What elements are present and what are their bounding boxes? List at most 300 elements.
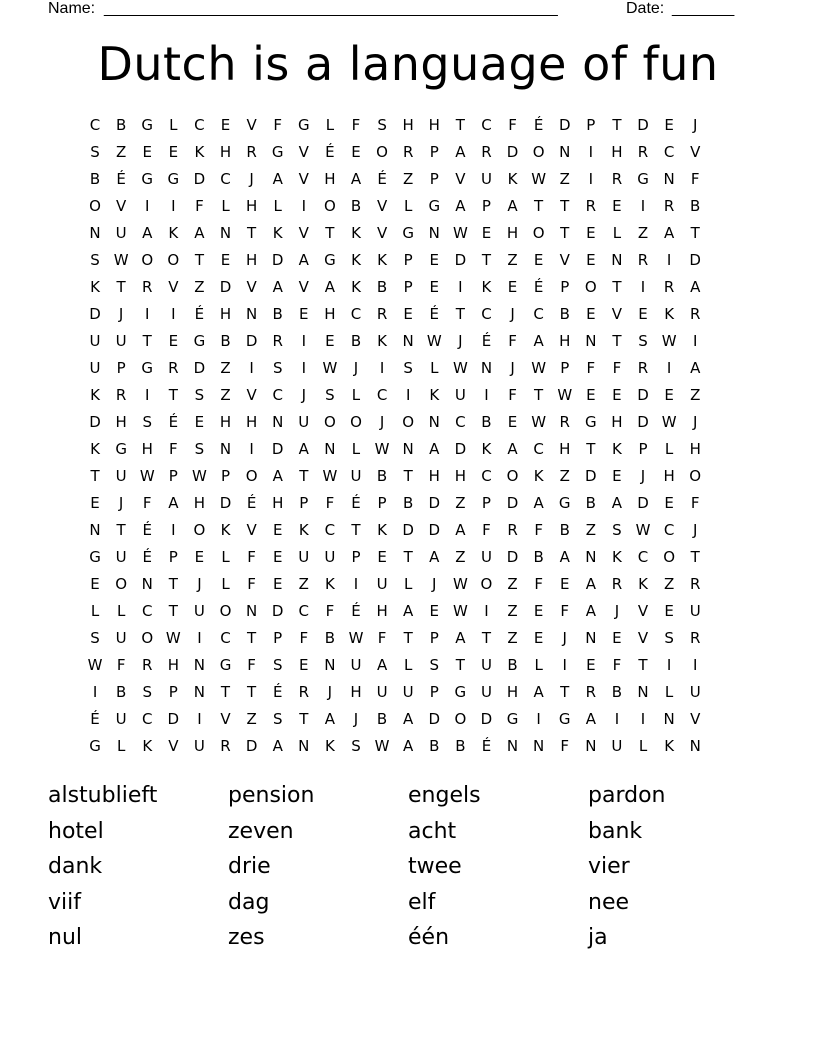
word-list-item: engels xyxy=(408,783,481,808)
grid-cell: P xyxy=(429,683,439,701)
grid-cell: W xyxy=(139,467,155,485)
grid-cell: É xyxy=(533,116,544,134)
word-list-item: dag xyxy=(228,889,270,915)
grid-cell: D xyxy=(271,602,284,620)
grid-cell: P xyxy=(403,251,413,269)
grid-cell: T xyxy=(403,629,413,647)
grid-row xyxy=(82,274,734,301)
grid-cell: G xyxy=(506,710,519,728)
grid-cell: É xyxy=(325,143,335,161)
grid-cell: E xyxy=(220,116,231,134)
grid-cell: V xyxy=(246,386,257,404)
grid-row xyxy=(82,652,734,679)
grid-cell: N xyxy=(585,332,597,350)
grid-cell: S xyxy=(90,629,100,647)
grid-cell: S xyxy=(272,710,283,728)
grid-cell: H xyxy=(219,413,232,431)
grid-cell: P xyxy=(481,494,491,512)
grid-cell: N xyxy=(219,224,232,242)
grid-cell: J xyxy=(353,359,359,377)
grid-cell: S xyxy=(272,359,283,377)
grid-cell: C xyxy=(533,440,544,458)
grid-cell: K xyxy=(612,548,622,566)
grid-cell: Z xyxy=(455,548,466,566)
grid-cell: B xyxy=(403,494,414,512)
grid-cell: N xyxy=(89,224,101,242)
grid-cell: A xyxy=(455,629,466,647)
grid-cell: V xyxy=(637,602,649,620)
grid-cell: O xyxy=(506,467,519,485)
grid-cell: V xyxy=(690,143,701,161)
grid-cell: É xyxy=(142,521,152,539)
grid-cell: H xyxy=(376,602,388,620)
grid-cell: R xyxy=(689,305,701,323)
grid-cell: É xyxy=(90,710,100,728)
grid-cell: E xyxy=(612,197,622,215)
grid-row xyxy=(82,490,734,517)
grid-cell: I xyxy=(197,710,202,728)
grid-cell: E xyxy=(90,575,100,593)
grid-cell: L xyxy=(169,116,178,134)
grid-cell: T xyxy=(481,629,492,647)
grid-cell: F xyxy=(169,440,178,458)
grid-cell: É xyxy=(351,602,361,620)
grid-cell: W xyxy=(374,737,390,755)
grid-cell: V xyxy=(116,197,127,215)
grid-cell: H xyxy=(611,413,623,431)
grid-cell: R xyxy=(272,332,283,350)
grid-cell: É xyxy=(194,305,205,323)
grid-cell: P xyxy=(560,359,570,377)
grid-cell: W xyxy=(557,386,573,404)
grid-cell: O xyxy=(141,629,154,647)
grid-cell: P xyxy=(560,278,570,296)
grid-cell: H xyxy=(115,413,127,431)
grid-cell: Z xyxy=(663,575,675,593)
grid-cell: V xyxy=(298,170,309,188)
grid-cell: J xyxy=(692,521,698,539)
grid-cell: L xyxy=(664,440,674,458)
name-label: Name: xyxy=(48,0,96,17)
grid-cell: O xyxy=(584,278,597,296)
grid-cell: S xyxy=(194,440,205,458)
grid-cell: A xyxy=(585,575,596,593)
grid-cell: R xyxy=(298,683,310,701)
grid-cell: E xyxy=(612,386,622,404)
grid-cell: U xyxy=(480,656,492,674)
grid-cell: C xyxy=(637,548,649,566)
date-line: _______ xyxy=(672,0,735,17)
grid-cell: H xyxy=(559,440,571,458)
grid-cell: W xyxy=(452,224,468,242)
grid-row xyxy=(82,517,734,544)
grid-row xyxy=(82,625,734,652)
grid-cell: H xyxy=(663,467,675,485)
grid-cell: D xyxy=(271,440,284,458)
grid-cell: L xyxy=(664,683,674,701)
grid-cell: N xyxy=(89,521,101,539)
grid-cell: A xyxy=(533,494,544,512)
grid-cell: Z xyxy=(246,710,257,728)
grid-cell: W xyxy=(635,521,651,539)
grid-cell: V xyxy=(220,710,231,728)
grid-cell: J xyxy=(327,683,333,701)
grid-cell: P xyxy=(429,629,439,647)
grid-cell: W xyxy=(661,332,677,350)
grid-cell: F xyxy=(612,656,622,674)
grid-cell: I xyxy=(145,305,150,323)
grid-cell: É xyxy=(481,332,492,350)
grid-cell: B xyxy=(429,737,440,755)
grid-cell: A xyxy=(585,602,596,620)
grid-cell: W xyxy=(531,413,547,431)
grid-cell: E xyxy=(559,575,570,593)
grid-cell: P xyxy=(116,359,126,377)
grid-cell: R xyxy=(585,197,597,215)
grid-cell: D xyxy=(219,278,232,296)
grid-cell: O xyxy=(141,251,154,269)
grid-cell: R xyxy=(376,305,388,323)
word-list-item: één xyxy=(408,925,450,950)
grid-cell: A xyxy=(611,494,623,512)
grid-cell: H xyxy=(611,143,623,161)
grid-cell: K xyxy=(220,521,231,539)
grid-cell: A xyxy=(533,683,544,701)
grid-cell: T xyxy=(534,386,544,404)
grid-cell: I xyxy=(536,710,541,728)
grid-cell: W xyxy=(374,440,390,458)
grid-cell: E xyxy=(272,575,283,593)
grid-cell: K xyxy=(351,224,361,242)
grid-cell: S xyxy=(142,683,152,701)
grid-cell: I xyxy=(301,197,307,215)
grid-cell: É xyxy=(351,494,361,512)
grid-cell: P xyxy=(638,440,648,458)
grid-cell: E xyxy=(507,413,518,431)
grid-cell: U xyxy=(193,737,205,755)
grid-cell: H xyxy=(506,224,519,242)
grid-cell: Z xyxy=(298,575,309,593)
grid-cell: U xyxy=(454,386,466,404)
grid-cell: L xyxy=(221,575,230,593)
grid-cell: U xyxy=(298,548,310,566)
grid-cell: U xyxy=(376,683,388,701)
grid-cell: L xyxy=(325,116,335,134)
grid-cell: N xyxy=(272,413,284,431)
grid-cell: H xyxy=(272,494,284,512)
grid-cell: D xyxy=(89,305,101,323)
grid-cell: N xyxy=(219,440,232,458)
grid-cell: Z xyxy=(220,359,231,377)
grid-cell: J xyxy=(510,305,515,323)
grid-cell: O xyxy=(323,413,336,431)
grid-cell: E xyxy=(90,494,100,512)
grid-cell: D xyxy=(506,548,519,566)
grid-cell: F xyxy=(690,494,700,512)
grid-cell: W xyxy=(452,359,468,377)
word-list-item: zeven xyxy=(228,818,294,844)
grid-row xyxy=(82,328,734,355)
grid-cell: A xyxy=(194,224,205,242)
grid-cell: F xyxy=(560,602,570,620)
puzzle-title: Dutch is a language of fun xyxy=(97,37,719,91)
grid-cell: P xyxy=(220,467,231,485)
grid-cell: Z xyxy=(507,629,518,647)
grid-row xyxy=(82,193,734,220)
word-list-item: pension xyxy=(228,783,315,808)
grid-cell: K xyxy=(533,467,544,485)
grid-cell: F xyxy=(247,656,256,674)
word-row xyxy=(48,922,768,958)
grid-cell: A xyxy=(559,548,570,566)
grid-cell: H xyxy=(559,332,571,350)
grid-cell: K xyxy=(90,386,100,404)
grid-cell: B xyxy=(376,278,388,296)
grid-row xyxy=(82,679,734,706)
grid-cell: F xyxy=(482,521,491,539)
grid-cell: D xyxy=(193,359,206,377)
grid-cell: E xyxy=(429,602,439,620)
grid-cell: I xyxy=(301,332,307,350)
grid-cell: E xyxy=(664,386,674,404)
grid-cell: D xyxy=(637,413,649,431)
grid-cell: N xyxy=(585,737,597,755)
grid-cell: D xyxy=(585,467,597,485)
grid-row xyxy=(82,571,734,598)
grid-cell: G xyxy=(585,413,597,431)
grid-cell: L xyxy=(351,440,361,458)
grid-cell: D xyxy=(637,494,649,512)
grid-cell: F xyxy=(534,575,543,593)
grid-row xyxy=(82,382,734,409)
grid-cell: G xyxy=(167,170,180,188)
grid-cell: Z xyxy=(116,143,127,161)
grid-cell: P xyxy=(168,467,178,485)
grid-cell: V xyxy=(298,224,309,242)
grid-cell: V xyxy=(168,278,179,296)
grid-cell: W xyxy=(87,656,103,674)
grid-cell: I xyxy=(171,521,176,539)
grid-cell: B xyxy=(507,656,518,674)
grid-cell: Z xyxy=(559,170,570,188)
grid-cell: W xyxy=(426,332,442,350)
grid-cell: S xyxy=(90,143,100,161)
grid-cell: U xyxy=(611,737,623,755)
grid-cell: O xyxy=(167,251,180,269)
grid-cell: E xyxy=(194,413,205,431)
grid-cell: E xyxy=(533,251,544,269)
grid-cell: B xyxy=(376,467,388,485)
grid-cell: E xyxy=(168,332,179,350)
grid-cell: O xyxy=(689,467,702,485)
grid-cell: P xyxy=(168,683,178,701)
grid-cell: R xyxy=(637,251,649,269)
grid-cell: É xyxy=(533,278,544,296)
grid-cell: R xyxy=(585,683,597,701)
grid-cell: P xyxy=(351,548,361,566)
grid-cell: U xyxy=(350,467,362,485)
grid-cell: C xyxy=(141,602,153,620)
grid-cell: J xyxy=(197,575,202,593)
grid-row xyxy=(82,733,734,760)
grid-cell: R xyxy=(220,737,231,755)
grid-cell: U xyxy=(115,629,127,647)
grid-cell: T xyxy=(455,116,465,134)
grid-cell: É xyxy=(168,413,179,431)
grid-cell: W xyxy=(452,602,468,620)
word-list-item: viif xyxy=(48,889,81,915)
grid-cell: I xyxy=(458,278,463,296)
grid-cell: O xyxy=(115,575,128,593)
grid-cell: N xyxy=(193,656,206,674)
grid-cell: J xyxy=(249,170,254,188)
grid-cell: K xyxy=(298,521,309,539)
grid-cell: W xyxy=(165,629,181,647)
grid-cell: Z xyxy=(194,278,205,296)
grid-cell: T xyxy=(455,305,465,323)
grid-cell: D xyxy=(193,170,206,188)
grid-cell: K xyxy=(664,737,675,755)
grid-cell: U xyxy=(376,575,388,593)
grid-cell: E xyxy=(194,548,205,566)
grid-cell: F xyxy=(508,332,517,350)
grid-cell: L xyxy=(638,737,648,755)
grid-row xyxy=(82,409,734,436)
name-line: ___________________________________________________ xyxy=(104,0,558,17)
grid-cell: W xyxy=(322,467,338,485)
grid-cell: U xyxy=(480,683,492,701)
grid-cell: F xyxy=(351,116,361,134)
grid-cell: G xyxy=(402,224,414,242)
grid-cell: A xyxy=(168,494,179,512)
grid-cell: C xyxy=(663,143,675,161)
grid-cell: I xyxy=(484,602,489,620)
grid-row xyxy=(82,139,734,166)
grid-cell: I xyxy=(562,656,567,674)
grid-cell: U xyxy=(115,467,127,485)
grid-cell: O xyxy=(89,197,101,215)
grid-cell: E xyxy=(533,602,544,620)
grid-cell: A xyxy=(507,440,518,458)
grid-cell: L xyxy=(90,602,100,620)
grid-cell: E xyxy=(299,656,309,674)
grid-cell: D xyxy=(454,440,467,458)
grid-cell: I xyxy=(249,440,254,458)
grid-cell: V xyxy=(637,629,649,647)
grid-cell: O xyxy=(532,224,545,242)
grid-cell: F xyxy=(534,521,543,539)
grid-cell: K xyxy=(481,278,492,296)
grid-cell: J xyxy=(614,602,620,620)
grid-cell: G xyxy=(454,683,467,701)
grid-cell: D xyxy=(219,494,232,512)
grid-cell: H xyxy=(219,143,232,161)
grid-cell: T xyxy=(299,710,309,728)
grid-cell: B xyxy=(324,629,336,647)
grid-cell: I xyxy=(301,359,307,377)
grid-cell: L xyxy=(116,737,126,755)
grid-cell: E xyxy=(325,332,335,350)
grid-cell: L xyxy=(534,656,543,674)
word-list-item: drie xyxy=(228,854,271,879)
grid-cell: É xyxy=(246,494,257,512)
grid-cell: N xyxy=(585,629,597,647)
grid-cell: K xyxy=(664,305,675,323)
grid-cell: T xyxy=(168,386,178,404)
grid-cell: U xyxy=(689,602,701,620)
grid-cell: O xyxy=(663,548,676,566)
grid-cell: E xyxy=(533,629,544,647)
grid-cell: W xyxy=(348,629,364,647)
grid-cell: T xyxy=(534,197,544,215)
word-list-item: dank xyxy=(48,854,103,879)
grid-cell: I xyxy=(405,386,411,404)
grid-cell: T xyxy=(116,521,126,539)
word-row xyxy=(48,780,768,816)
grid-cell: G xyxy=(219,656,232,674)
grid-cell: C xyxy=(455,413,466,431)
grid-cell: É xyxy=(116,170,126,188)
grid-cell: L xyxy=(221,197,230,215)
grid-cell: K xyxy=(377,332,387,350)
grid-cell: K xyxy=(90,440,100,458)
grid-cell: G xyxy=(271,143,284,161)
grid-cell: U xyxy=(480,548,492,566)
word-list xyxy=(48,780,768,958)
grid-cell: A xyxy=(142,224,153,242)
grid-cell: U xyxy=(115,224,127,242)
grid-cell: U xyxy=(298,413,310,431)
grid-cell: Z xyxy=(690,386,701,404)
grid-cell: I xyxy=(614,710,620,728)
grid-cell: L xyxy=(430,359,439,377)
word-list-item: vier xyxy=(588,854,630,879)
grid-cell: G xyxy=(428,197,441,215)
grid-cell: W xyxy=(113,251,129,269)
grid-cell: D xyxy=(428,521,441,539)
grid-cell: K xyxy=(142,737,153,755)
grid-cell: E xyxy=(612,629,622,647)
grid-cell: L xyxy=(221,548,230,566)
grid-cell: E xyxy=(638,305,648,323)
grid-cell: T xyxy=(612,116,622,134)
grid-cell: V xyxy=(455,170,466,188)
grid-cell: I xyxy=(249,359,254,377)
grid-cell: A xyxy=(272,170,283,188)
grid-cell: C xyxy=(220,170,231,188)
grid-cell: W xyxy=(531,170,547,188)
grid-cell: F xyxy=(142,494,152,512)
grid-cell: C xyxy=(533,305,544,323)
grid-cell: I xyxy=(692,332,698,350)
word-list-item: zes xyxy=(228,925,265,950)
grid-cell: T xyxy=(351,521,361,539)
grid-cell: F xyxy=(560,737,570,755)
grid-row xyxy=(82,436,734,463)
word-list-item: nul xyxy=(48,925,82,950)
grid-cell: C xyxy=(481,305,492,323)
grid-cell: V xyxy=(298,278,309,296)
grid-cell: I xyxy=(640,278,646,296)
word-row xyxy=(48,887,768,923)
grid-cell: F xyxy=(586,359,596,377)
grid-cell: Z xyxy=(585,521,596,539)
grid-cell: E xyxy=(612,467,622,485)
grid-cell: D xyxy=(89,413,101,431)
grid-cell: S xyxy=(272,656,283,674)
grid-cell: S xyxy=(325,386,335,404)
grid-cell: N xyxy=(428,224,440,242)
